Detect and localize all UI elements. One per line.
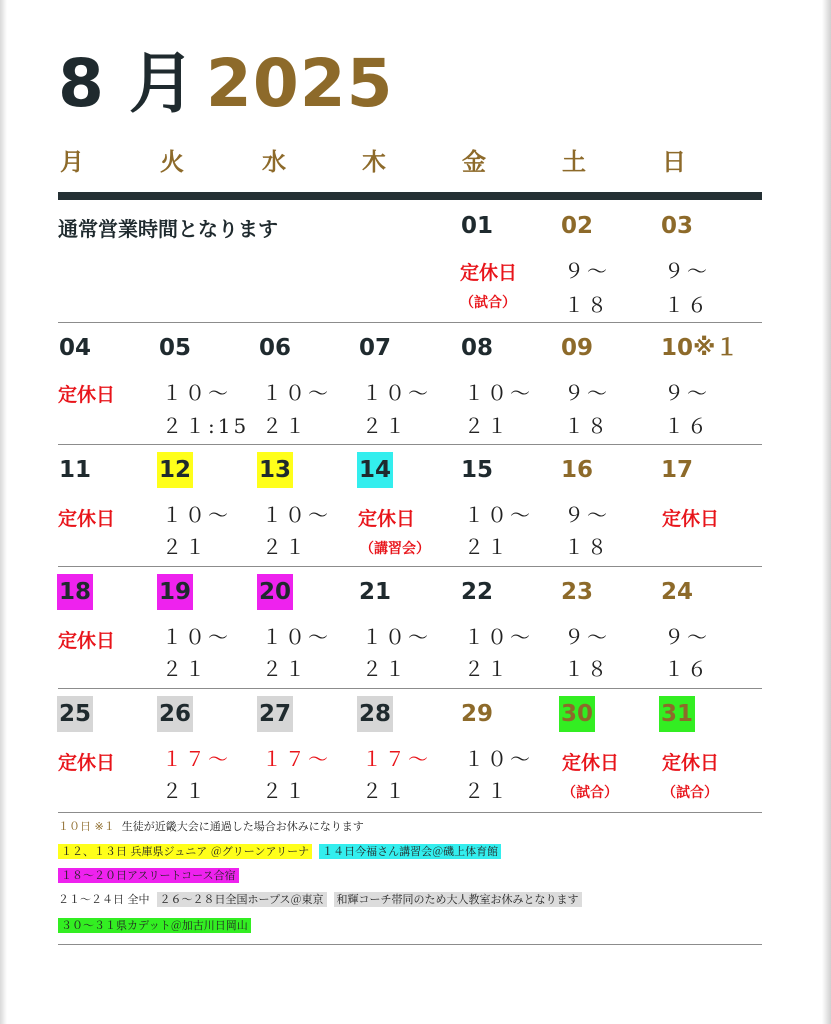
- weekday-tue: 火: [160, 148, 184, 176]
- row-divider: [58, 444, 762, 445]
- hours-close: １８: [564, 414, 610, 438]
- day-22: 22: [461, 579, 494, 605]
- closed-label: 定休日: [662, 508, 720, 530]
- hours-close: ２１: [362, 657, 408, 681]
- day-04: 04: [59, 335, 92, 361]
- weekday-mon: 月: [60, 148, 84, 176]
- day-29: 29: [461, 701, 494, 727]
- hours-open: ９〜: [564, 381, 610, 405]
- page-edge-left: [0, 0, 7, 1024]
- hours-close: ２１: [162, 657, 208, 681]
- match-label: （試合）: [460, 295, 516, 311]
- hours-close: ２１: [362, 779, 408, 803]
- note-2a: １２、１３日 兵庫県ジュニア ＠グリーンアリーナ: [58, 844, 312, 859]
- day-11: 11: [59, 457, 92, 483]
- intro-note: 通常営業時間となります: [58, 217, 278, 241]
- hours-open: １０〜: [362, 381, 431, 405]
- bottom-divider: [58, 944, 762, 945]
- day-03: 03: [661, 213, 694, 239]
- note-4b: ２６〜２８日全国ホープス＠東京: [157, 892, 327, 907]
- day-28: 28: [357, 696, 393, 732]
- note-2b: １４日今福さん講習会＠磯上体育館: [319, 844, 501, 859]
- hours-close: ２１: [262, 779, 308, 803]
- note-4a: ２１〜２４日 全中: [58, 893, 150, 906]
- day-18: 18: [57, 574, 93, 610]
- closed-label: 定休日: [58, 384, 116, 406]
- hours-open: ９〜: [564, 625, 610, 649]
- note-line-3: [58, 867, 239, 885]
- hours-open: １０〜: [262, 625, 331, 649]
- day-08: 08: [461, 335, 494, 361]
- row-divider: [58, 688, 762, 689]
- day-10: 10※１: [661, 335, 739, 361]
- hours-open: ９〜: [564, 259, 610, 283]
- day-17: 17: [661, 457, 694, 483]
- hours-close: ２１: [464, 535, 510, 559]
- hours-open: ９〜: [664, 381, 710, 405]
- header-divider: [58, 192, 762, 200]
- day-05: 05: [159, 335, 192, 361]
- hours-close: ２１: [362, 414, 408, 438]
- row-divider: [58, 566, 762, 567]
- hours-open: １０〜: [262, 381, 331, 405]
- closed-label: 定休日: [460, 262, 518, 284]
- weekday-thu: 木: [362, 148, 386, 176]
- day-01: 01: [461, 213, 494, 239]
- title-year: 2025: [205, 45, 394, 122]
- hours-open: １０〜: [464, 503, 533, 527]
- weekday-sat: 土: [562, 148, 586, 176]
- day-31: 31: [659, 696, 695, 732]
- match-label: （試合）: [562, 785, 618, 801]
- hours-open: １０〜: [464, 625, 533, 649]
- hours-open: １０〜: [262, 503, 331, 527]
- hours-close: ２１: [162, 779, 208, 803]
- closed-label: 定休日: [58, 752, 116, 774]
- day-21: 21: [359, 579, 392, 605]
- note-line-2: [58, 843, 501, 861]
- note-line-1: [58, 818, 364, 836]
- hours-open: ９〜: [664, 259, 710, 283]
- hours-close: ２１: [262, 414, 308, 438]
- note-3: １８〜２０日アスリートコース合宿: [58, 868, 239, 883]
- day-25: 25: [57, 696, 93, 732]
- page-edge-right: [822, 0, 831, 1024]
- day-23: 23: [561, 579, 594, 605]
- hours-close: １８: [564, 657, 610, 681]
- day-06: 06: [259, 335, 292, 361]
- day-27: 27: [257, 696, 293, 732]
- hours-open: １０〜: [464, 747, 533, 771]
- note-line-4: [58, 891, 582, 909]
- hours-open: １０〜: [162, 381, 231, 405]
- hours-close: ２１: [262, 657, 308, 681]
- day-14: 14: [357, 452, 393, 488]
- seminar-label: （講習会）: [360, 541, 430, 557]
- row-divider: [58, 322, 762, 323]
- closed-label: 定休日: [662, 752, 720, 774]
- day-16: 16: [561, 457, 594, 483]
- day-09: 09: [561, 335, 594, 361]
- hours-close: ２１:15: [162, 414, 250, 438]
- hours-open: １０〜: [362, 625, 431, 649]
- hours-close: １６: [664, 414, 710, 438]
- hours-open: ９〜: [564, 503, 610, 527]
- day-12: 12: [157, 452, 193, 488]
- note-4c: 和輝コーチ帯同のため大人教室お休みとなります: [334, 892, 582, 907]
- calendar-title: [58, 30, 394, 125]
- weekday-fri: 金: [462, 148, 486, 176]
- hours-close: ２１: [464, 779, 510, 803]
- hours-open-late: １７〜: [362, 747, 431, 771]
- hours-close: １６: [664, 657, 710, 681]
- hours-open-late: １７〜: [262, 747, 331, 771]
- hours-close: １８: [564, 293, 610, 317]
- note-5: ３０〜３１県カデット＠加古川日岡山: [58, 918, 251, 933]
- day-30: 30: [559, 696, 595, 732]
- day-15: 15: [461, 457, 494, 483]
- hours-open: １０〜: [162, 625, 231, 649]
- hours-close: １６: [664, 293, 710, 317]
- hours-close: ２１: [464, 414, 510, 438]
- note-1-prefix: １０日 ※１: [58, 820, 115, 833]
- hours-close: ２１: [262, 535, 308, 559]
- hours-close: １８: [564, 535, 610, 559]
- hours-open: １０〜: [162, 503, 231, 527]
- day-24: 24: [661, 579, 694, 605]
- closed-label: 定休日: [358, 508, 416, 530]
- weekday-sun: 日: [662, 148, 686, 176]
- match-label: （試合）: [662, 785, 718, 801]
- note-1-text: 生徒が近畿大会に通過した場合お休みになります: [121, 820, 364, 833]
- note-line-5: [58, 917, 251, 935]
- hours-close: ２１: [464, 657, 510, 681]
- closed-label: 定休日: [58, 508, 116, 530]
- weekday-wed: 水: [262, 148, 286, 176]
- hours-open: １０〜: [464, 381, 533, 405]
- closed-label: 定休日: [562, 752, 620, 774]
- hours-open: ９〜: [664, 625, 710, 649]
- hours-open-late: １７〜: [162, 747, 231, 771]
- title-month: 8 月: [58, 45, 196, 122]
- day-13: 13: [257, 452, 293, 488]
- row-divider: [58, 812, 762, 813]
- day-02: 02: [561, 213, 594, 239]
- hours-close: ２１: [162, 535, 208, 559]
- day-26: 26: [157, 696, 193, 732]
- closed-label: 定休日: [58, 630, 116, 652]
- day-20: 20: [257, 574, 293, 610]
- day-19: 19: [157, 574, 193, 610]
- day-07: 07: [359, 335, 392, 361]
